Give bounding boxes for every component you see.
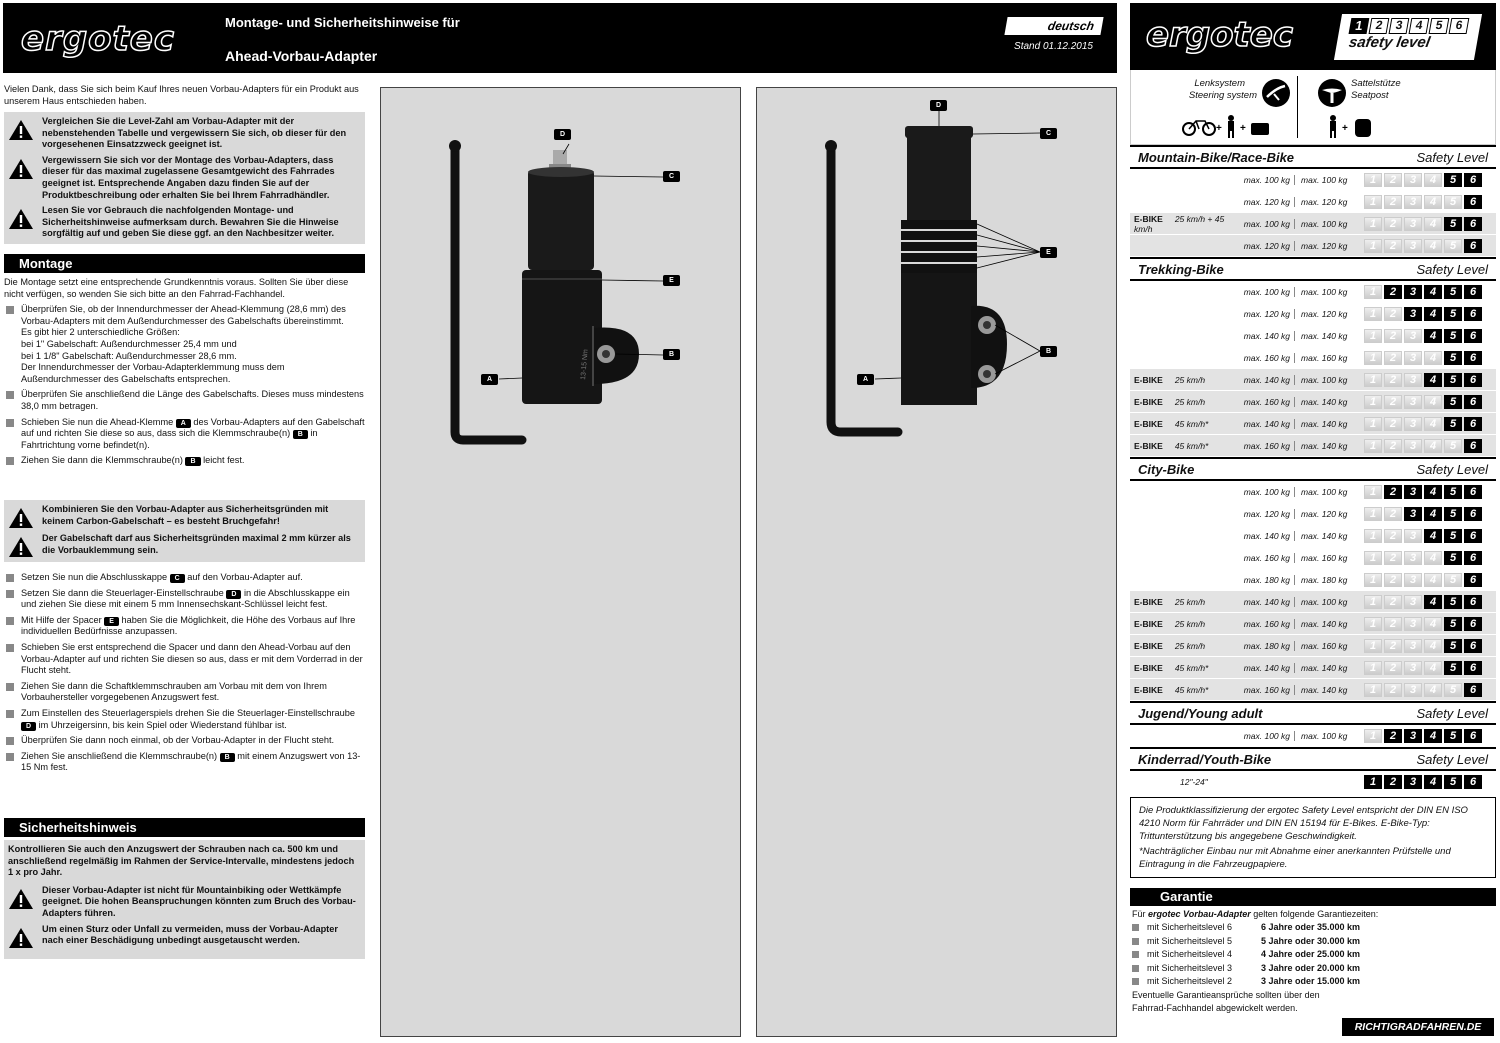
level-indicator: 1 2 3 4 5 6 bbox=[1364, 395, 1482, 409]
warning-icon bbox=[8, 536, 34, 558]
figure-panel-short-adapter bbox=[380, 87, 741, 1037]
warning-box-mid bbox=[4, 500, 365, 562]
section-heading: Kinderrad/Youth-Bike Safety Level bbox=[1130, 747, 1496, 771]
table-row: max. 160 kg max. 160 kg 1 2 3 4 5 6 bbox=[1130, 347, 1496, 369]
level-indicator: 1 2 3 4 5 6 bbox=[1364, 683, 1482, 697]
level-indicator: 1 2 3 4 5 6 bbox=[1364, 573, 1482, 587]
table-row: 12"-24" 1 2 3 4 5 6 bbox=[1130, 771, 1496, 793]
garantie-heading: Garantie bbox=[1130, 888, 1496, 906]
garantie-item: mit Sicherheitslevel 2 3 Jahre oder 15.000 km bbox=[1132, 975, 1496, 989]
label-a: A bbox=[857, 374, 874, 385]
warning-item: Der Gabelschaft darf aus Sicherheitsgründen maximal 2 mm kürzer als die Vorbauklemmung sein. bbox=[4, 531, 365, 560]
table-row: max. 120 kg max. 120 kg 1 2 3 4 5 6 bbox=[1130, 503, 1496, 525]
safety-level-table bbox=[1130, 145, 1496, 793]
table-row: max. 140 kg max. 140 kg 1 2 3 4 5 6 bbox=[1130, 325, 1496, 347]
category-icons: Lenksystem Steering system + + Sattelstütze Seatpost + bbox=[1130, 70, 1496, 145]
garantie-section: Für ergotec Vorbau-Adapter gelten folgende Garantiezeiten: mit Sicherheitslevel 6 6 Jahre oder 35.000 km mit Sicherheitslevel 5 5 Jahre oder 30.000 km mit Sicherheitslevel 4 4 Jahre oder 25.000 km mit Sicherheitslevel 3 3 Jahre oder 20.000 km mit Sicherheitslevel 2 3 Jahre oder 15.000 km Eventuelle Garantieansprüche sollten über den Fahrrad-Fachhandel abgewickelt werden. bbox=[1130, 906, 1496, 1015]
level-indicator: 1 2 3 4 5 6 bbox=[1364, 775, 1482, 789]
section-heading: Trekking-Bike Safety Level bbox=[1130, 257, 1496, 281]
level-indicator: 1 2 3 4 5 6 bbox=[1364, 439, 1482, 453]
table-row: E-BIKE 45 km/h* max. 160 kg max. 140 kg 1 2 3 4 5 6 bbox=[1130, 435, 1496, 457]
montage-step: Schieben Sie erst entsprechend die Spacer und dann den Ahead-Vorbau auf den Vorbau-Adapter auf und richten Sie diesen so aus, dass er mit dem Vorderrad in der Flucht steht. bbox=[4, 642, 365, 677]
table-row: E-BIKE 25 km/h max. 160 kg max. 140 kg 1 2 3 4 5 6 bbox=[1130, 613, 1496, 635]
label-d: D bbox=[554, 129, 571, 140]
level-indicator: 1 2 3 4 5 6 bbox=[1364, 485, 1482, 499]
level-indicator: 1 2 3 4 5 6 bbox=[1364, 195, 1482, 209]
ergotec-logo: ergotec bbox=[1146, 15, 1293, 55]
warning-icon bbox=[8, 888, 34, 910]
table-row: max. 100 kg max. 100 kg 1 2 3 4 5 6 bbox=[1130, 281, 1496, 303]
safety-level-badge: 1 2 3 4 5 6 safety level bbox=[1334, 14, 1482, 60]
handlebar-icon bbox=[1261, 78, 1291, 108]
svg-text:+: + bbox=[1240, 123, 1246, 134]
torque-marking: 13-15 Nm bbox=[580, 348, 590, 381]
table-row: E-BIKE 45 km/h* max. 140 kg max. 140 kg 1 2 3 4 5 6 bbox=[1130, 413, 1496, 435]
safety-heading: Sicherheitshinweis bbox=[4, 818, 365, 837]
safety-intro: Kontrollieren Sie auch den Anzugswert der Schrauben nach ca. 500 km und anschließend regelmäßig im Rahmen der Service-Intervalle, mindestens jedoch 1 x pro Jahr. bbox=[8, 844, 355, 878]
svg-text:+: + bbox=[1216, 123, 1222, 134]
rider-backpack-icon bbox=[1327, 114, 1387, 138]
warning-item: Dieser Vorbau-Adapter ist nicht für Mountainbiking oder Wettkämpfe geeignet. Die hohen Beanspruchungen könnten zum Bruch des Vorbau-Adapters führen. bbox=[8, 883, 361, 922]
level-indicator: 1 2 3 4 5 6 bbox=[1364, 217, 1482, 231]
table-row: E-BIKE 45 km/h* max. 160 kg max. 140 kg 1 2 3 4 5 6 bbox=[1130, 679, 1496, 701]
label-b: B bbox=[1040, 346, 1057, 357]
bike-rider-luggage-icon bbox=[1181, 114, 1281, 138]
warning-box-top bbox=[4, 112, 365, 244]
table-row: E-BIKE 25 km/h + 45 km/h max. 100 kg max. 100 kg 1 2 3 4 5 6 bbox=[1130, 213, 1496, 235]
table-row: max. 120 kg max. 120 kg 1 2 3 4 5 6 bbox=[1130, 235, 1496, 257]
level-indicator: 1 2 3 4 5 6 bbox=[1364, 617, 1482, 631]
level-indicator: 1 2 3 4 5 6 bbox=[1364, 285, 1482, 299]
table-row: max. 160 kg max. 160 kg 1 2 3 4 5 6 bbox=[1130, 547, 1496, 569]
label-d: D bbox=[930, 100, 947, 111]
figure-panel-long-adapter bbox=[756, 87, 1117, 1037]
key-b: B bbox=[185, 457, 200, 466]
table-row: E-BIKE 25 km/h max. 140 kg max. 100 kg 1 2 3 4 5 6 bbox=[1130, 369, 1496, 391]
adapter-illustration-1 bbox=[381, 88, 742, 448]
warning-icon bbox=[8, 507, 34, 529]
table-row: max. 140 kg max. 140 kg 1 2 3 4 5 6 bbox=[1130, 525, 1496, 547]
document-header bbox=[3, 3, 1117, 73]
warning-icon bbox=[8, 119, 34, 141]
level-indicator: 1 2 3 4 5 6 bbox=[1364, 239, 1482, 253]
key-a: A bbox=[176, 419, 191, 428]
section-heading: Jugend/Young adult Safety Level bbox=[1130, 701, 1496, 725]
level-indicator: 1 2 3 4 5 6 bbox=[1364, 307, 1482, 321]
doc-title-line2: Ahead-Vorbau-Adapter bbox=[225, 48, 378, 64]
table-row: E-BIKE 25 km/h max. 160 kg max. 140 kg 1 2 3 4 5 6 bbox=[1130, 391, 1496, 413]
table-row: max. 100 kg max. 100 kg 1 2 3 4 5 6 bbox=[1130, 481, 1496, 503]
table-row: max. 120 kg max. 120 kg 1 2 3 4 5 6 bbox=[1130, 191, 1496, 213]
watermark: RICHTIGRADFAHREN.DE bbox=[1342, 1018, 1494, 1036]
key-b: B bbox=[293, 430, 308, 439]
montage-step: Überprüfen Sie dann noch einmal, ob der Vorbau-Adapter in der Flucht steht. bbox=[4, 735, 365, 747]
garantie-item: mit Sicherheitslevel 6 6 Jahre oder 35.000 km bbox=[1132, 921, 1496, 935]
level-indicator: 1 2 3 4 5 6 bbox=[1364, 173, 1482, 187]
montage-step: Überprüfen Sie anschließend die Länge des Gabelschafts. Dieses muss mindestens 38,0 mm betragen. bbox=[4, 389, 365, 412]
safety-level-header bbox=[1130, 3, 1496, 70]
safety-section bbox=[4, 840, 365, 959]
table-row: max. 180 kg max. 180 kg 1 2 3 4 5 6 bbox=[1130, 569, 1496, 591]
intro-text: Vielen Dank, dass Sie sich beim Kauf Ihres neuen Vorbau-Adapters für ein Produkt aus unserem Haus entschieden haben. bbox=[4, 84, 359, 106]
montage-step: Setzen Sie dann die Steuerlager-Einstellschraube D in die Abschlusskappe ein und ziehen Sie diese mit einem 5 mm Innensechskant-Schlüssel leicht fest. bbox=[4, 588, 365, 611]
warning-item: Um einen Sturz oder Unfall zu vermeiden, muss der Vorbau-Adapter nach einer Beschädigung unbedingt ausgetauscht werden. bbox=[8, 922, 361, 951]
label-e: E bbox=[1040, 247, 1057, 258]
table-row: E-BIKE 25 km/h max. 180 kg max. 160 kg 1 2 3 4 5 6 bbox=[1130, 635, 1496, 657]
label-e: E bbox=[663, 275, 680, 286]
montage-step: Ziehen Sie anschließend die Klemmschraube(n) B mit einem Anzugswert von 13-15 Nm fest. bbox=[4, 751, 365, 774]
montage-heading: Montage bbox=[4, 254, 365, 273]
garantie-outro: Eventuelle Garantieansprüche sollten über den Fahrrad-Fachhandel abgewickelt werden. bbox=[1132, 989, 1320, 1013]
language-badge: deutsch bbox=[1004, 17, 1103, 35]
classification-note: Die Produktklassifizierung der ergotec Safety Level entspricht der DIN EN ISO 4210 Norm für Fahrräder und DIN EN 15194 für E-Bikes. E-Bike-Typ: Trittunterstützung bis angegebene Geschwindigkeit. *Nachträglicher Einbau nur mit Abnahme einer anerkannten Prüfstelle und Eintragung in die Fahrzeugpapiere. bbox=[1130, 797, 1496, 878]
label-c: C bbox=[1040, 128, 1057, 139]
montage-step: Setzen Sie nun die Abschlusskappe C auf den Vorbau-Adapter auf. bbox=[4, 572, 365, 584]
montage-section bbox=[4, 277, 365, 471]
montage-step: Überprüfen Sie, ob der Innendurchmesser der Ahead-Klemmung (28,6 mm) des Vorbau-Adapters mit dem Außendurchmesser des Gabelschafts übereinstimmt. Es gibt hier 2 unterschiedliche Größen: bei 1" Gabelschaft: Außendurchmesser 25,4 mm und bei 1 1/8" Gabelschaft: Außendurchmesser 28,6 mm. Der Innendurchmesser der Vorbau-Adapterklemmung muss dem Außendurchmesser des Gabelschafts entsprechen. bbox=[4, 304, 365, 385]
warning-icon bbox=[8, 927, 34, 949]
table-row: E-BIKE 25 km/h max. 140 kg max. 100 kg 1 2 3 4 5 6 bbox=[1130, 591, 1496, 613]
warning-item: Vergewissern Sie sich vor der Montage des Vorbau-Adapters, dass dieser für das maximal zugelassene Gesamtgewicht des Fahrrades geeignet ist. Entsprechende Angaben dazu finden Sie auf der Produktbeschreibung oder erhalten Sie bei Ihrem Fahrradhändler. bbox=[4, 153, 365, 203]
garantie-item: mit Sicherheitslevel 3 3 Jahre oder 20.000 km bbox=[1132, 962, 1496, 976]
level-indicator: 1 2 3 4 5 6 bbox=[1364, 507, 1482, 521]
svg-text:+: + bbox=[1342, 123, 1348, 134]
montage-intro: Die Montage setzt eine entsprechende Grundkenntnis voraus. Sollten Sie über diese nicht verfügen, so wenden Sie sich bitte an den Fahrrad-Fachhandel. bbox=[4, 277, 349, 299]
table-row: max. 100 kg max. 100 kg 1 2 3 4 5 6 bbox=[1130, 169, 1496, 191]
montage-step: Mit Hilfe der Spacer E haben Sie die Möglichkeit, die Höhe des Vorbaus auf Ihre individuellen Bedürfnisse anzupassen. bbox=[4, 615, 365, 638]
warning-item: Vergleichen Sie die Level-Zahl am Vorbau-Adapter mit der nebenstehenden Tabelle und vergewissern Sie sich, ob dieser für den vorgesehenen Einsatzzweck geeignet ist. bbox=[4, 114, 365, 153]
safety-level-column bbox=[1130, 3, 1496, 1015]
level-indicator: 1 2 3 4 5 6 bbox=[1364, 351, 1482, 365]
level-indicator: 1 2 3 4 5 6 bbox=[1364, 729, 1482, 743]
level-indicator: 1 2 3 4 5 6 bbox=[1364, 529, 1482, 543]
level-indicator: 1 2 3 4 5 6 bbox=[1364, 329, 1482, 343]
level-indicator: 1 2 3 4 5 6 bbox=[1364, 417, 1482, 431]
warning-icon bbox=[8, 158, 34, 180]
label-c: C bbox=[663, 171, 680, 182]
table-row: max. 100 kg max. 100 kg 1 2 3 4 5 6 bbox=[1130, 725, 1496, 747]
label-b: B bbox=[663, 349, 680, 360]
level-indicator: 1 2 3 4 5 6 bbox=[1364, 661, 1482, 675]
level-indicator: 1 2 3 4 5 6 bbox=[1364, 595, 1482, 609]
doc-date: Stand 01.12.2015 bbox=[1014, 41, 1093, 52]
section-heading: Mountain-Bike/Race-Bike Safety Level bbox=[1130, 145, 1496, 169]
table-row: E-BIKE 45 km/h* max. 140 kg max. 140 kg 1 2 3 4 5 6 bbox=[1130, 657, 1496, 679]
garantie-item: mit Sicherheitslevel 4 4 Jahre oder 25.000 km bbox=[1132, 948, 1496, 962]
montage-step: Schieben Sie nun die Ahead-Klemme A des Vorbau-Adapters auf den Gabelschaft auf und richten Sie diese so aus, dass sich die Klemmschraube(n) B in Fahrtrichtung vorne befindet(n). bbox=[4, 417, 365, 452]
label-a: A bbox=[481, 374, 498, 385]
level-indicator: 1 2 3 4 5 6 bbox=[1364, 373, 1482, 387]
level-indicator: 1 2 3 4 5 6 bbox=[1364, 639, 1482, 653]
table-row: max. 120 kg max. 120 kg 1 2 3 4 5 6 bbox=[1130, 303, 1496, 325]
adapter-illustration-2 bbox=[757, 88, 1118, 448]
warning-item: Kombinieren Sie den Vorbau-Adapter aus Sicherheitsgründen mit keinem Carbon-Gabelschaft – es besteht Bruchgefahr! bbox=[4, 502, 365, 531]
montage-steps-2 bbox=[4, 572, 365, 778]
garantie-item: mit Sicherheitslevel 5 5 Jahre oder 30.000 km bbox=[1132, 935, 1496, 949]
warning-icon bbox=[8, 208, 34, 230]
warning-item: Lesen Sie vor Gebrauch die nachfolgenden Montage- und Sicherheitshinweise aufmerksam durch. Bewahren Sie die Hinweise sorgfältig auf und geben Sie diese ggf. an den Nachbesitzer weiter. bbox=[4, 203, 365, 242]
doc-title-line1: Montage- und Sicherheitshinweise für bbox=[225, 15, 460, 30]
ergotec-logo: ergotec bbox=[21, 19, 175, 59]
montage-step: Zum Einstellen des Steuerlagerspiels drehen Sie die Steuerlager-Einstellschraube D im Uhrzeigersinn, bis kein Spiel oder Wiederstand fühlbar ist. bbox=[4, 708, 365, 731]
saddle-icon bbox=[1317, 78, 1347, 108]
section-heading: City-Bike Safety Level bbox=[1130, 457, 1496, 481]
level-indicator: 1 2 3 4 5 6 bbox=[1364, 551, 1482, 565]
montage-step: Ziehen Sie dann die Klemmschraube(n) B leicht fest. bbox=[4, 455, 365, 467]
montage-step: Ziehen Sie dann die Schaftklemmschrauben am Vorbau mit dem von Ihrem Vorbauhersteller vorgegebenen Anzugswert fest. bbox=[4, 681, 365, 704]
